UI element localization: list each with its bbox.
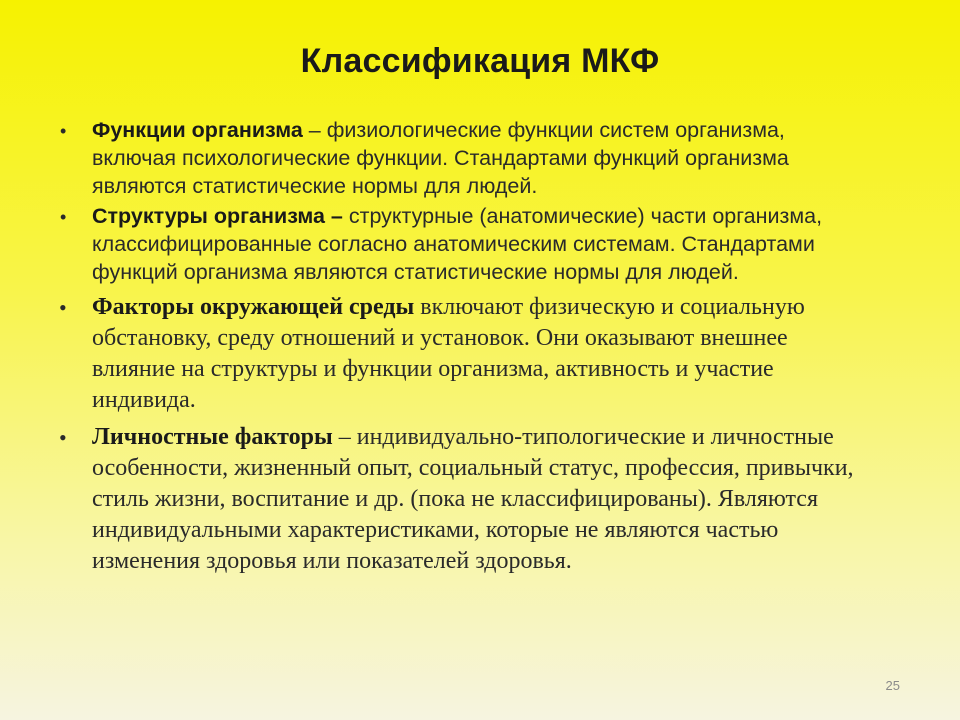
desc-body-structures: структурные (анатомические) части организма, классифицированные согласно анатомическим системам. Стандартами функций организма являются статистические нормы для людей. (92, 204, 823, 284)
slide-title: Классификация МКФ (300, 42, 660, 80)
term-personal-factors: Личностные факторы (92, 424, 333, 450)
list-item-personal-factors (56, 422, 856, 577)
term-body-functions: Функции организма (92, 118, 303, 142)
list-item-environmental-factors (56, 292, 856, 416)
page-number: 25 (885, 678, 900, 693)
term-environmental-factors: Факторы окружающей среды (92, 294, 415, 320)
bullet-icon: • (59, 425, 67, 450)
list-item-body-structures (56, 202, 856, 286)
bullet-icon: • (60, 121, 67, 141)
list-item-body-functions (56, 116, 856, 200)
bullet-icon: • (60, 207, 67, 227)
bullet-list (56, 116, 856, 577)
term-body-structures: Структуры организма – (92, 204, 343, 228)
bullet-icon: • (59, 295, 67, 320)
desc-body-functions: – физиологические функции систем организма, включая психологические функции. Стандартами функций организма являются статистические нормы для людей. (92, 118, 789, 198)
desc-personal-factors: – индивидуально-типологические и личностные особенности, жизненный опыт, социальный статус, профессия, привычки, стиль жизни, воспитание и др. (пока не классифицированы). Являются индивидуальными характеристиками, которые не являются частью изменения здоровья или показателей здоровья. (92, 424, 854, 574)
desc-environmental-factors: включают физическую и социальную обстановку, среду отношений и установок. Они оказывают внешнее влияние на структуры и функции организма, активность и участие индивида. (92, 294, 805, 413)
